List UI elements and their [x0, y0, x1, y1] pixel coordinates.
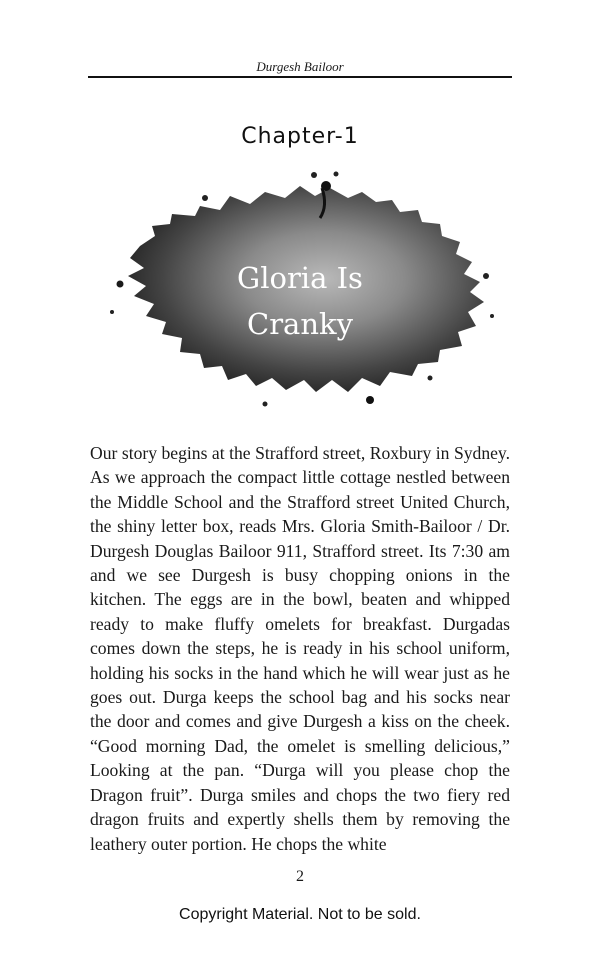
- chapter-label: Chapter-1: [241, 124, 359, 149]
- body-paragraph: Our story begins at the Strafford street, Roxbury in Sydney. As we approach the compact little cottage nestled between the Middle School and the Strafford street United Church, the shiny letter box, reads Mrs. Gloria Smith-Bailoor / Dr. Durgesh Douglas Bailoor 911, Strafford street. Its 7:30 am and we see Durgesh is busy chopping onions in the kitchen. The eggs are in the bowl, beaten and whipped ready to make fluffy omelets for breakfast. Durgadas comes down the steps, he is ready in his school uniform, holding his socks in the hand which he will wear just as he goes out. Durga keeps the school bag and his socks near the door and comes and give Durgesh a kiss on the cheek. “Good morning Dad, the omelet is smelling delicious,” Looking at the pan. “Durga will you please chop the Dragon fruit”. Durga smiles and chops the two fiery red dragon fruits and expertly shells them by removing the leathery outer portion. He chops the white: [90, 443, 510, 854]
- page-number: 2: [296, 868, 304, 885]
- chapter-title-line-2: Cranky: [247, 307, 353, 341]
- header-rule: [88, 76, 512, 78]
- running-head: Durgesh Bailoor: [256, 59, 344, 74]
- copyright-notice: Copyright Material. Not to be sold.: [179, 906, 421, 923]
- chapter-title: [100, 255, 500, 347]
- chapter-title-line-1: Gloria Is: [237, 261, 363, 295]
